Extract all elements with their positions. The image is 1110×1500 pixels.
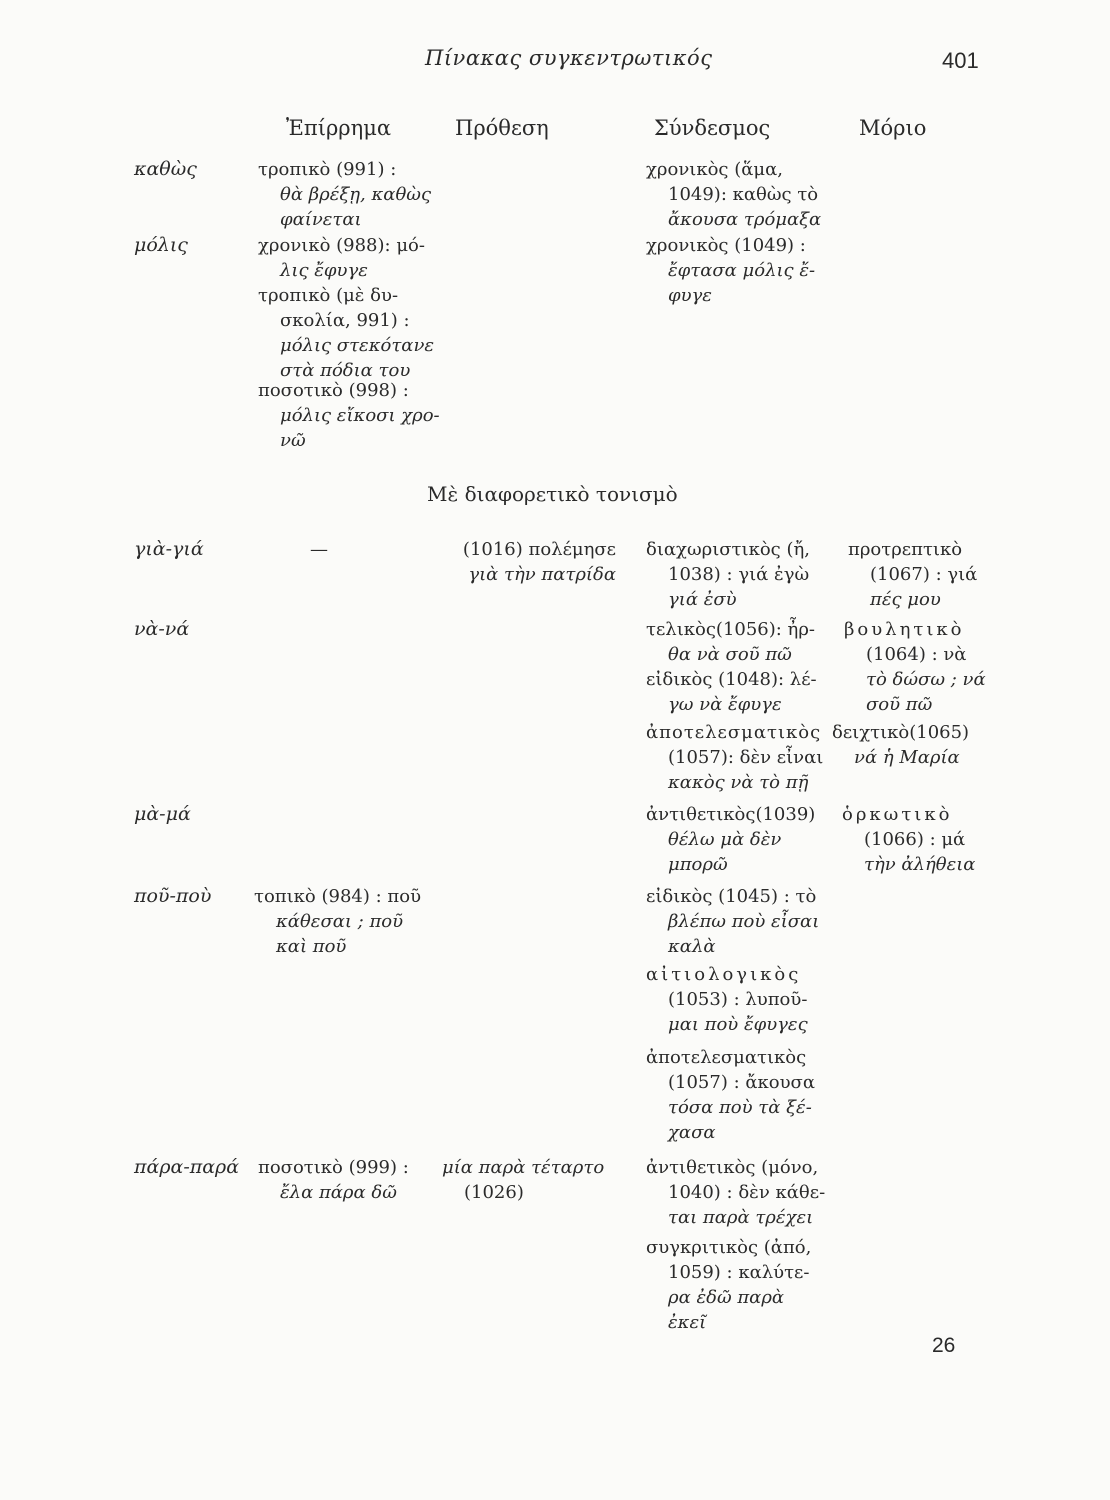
lemma-ma: μὰ-μά [134,803,191,825]
text-line: 1038) : γιά ἐγὼ [668,564,810,585]
text-line: τροπικὸ (991) : [258,159,397,180]
example-line: τὸ δώσω ; νά [866,669,986,690]
para-preposition [442,1155,604,1205]
text-line: (1057): δὲν εἶναι [668,747,824,768]
text-line: ἀποτελεσματικὸς [646,1047,807,1068]
text-line: (1057) : ἄκουσα [668,1072,815,1093]
text-line: ποσοτικὸ (998) : [258,380,409,401]
example-line: κάθεσαι ; ποῦ [276,911,404,932]
example-line: μπορῶ [668,854,728,875]
example-line: γιά ἐσὺ [668,589,737,610]
text-line: (1053) : λυποῦ- [668,989,808,1010]
lemma-kathos: καθὼς [134,158,197,180]
example-line: νά ἡ Μαρία [854,747,960,768]
pou-adverb [254,884,421,959]
column-head-particle: Μόριο [859,116,927,140]
example-line: μόλις στεκότανε [280,335,435,356]
text-line: (1067) : γιά [870,564,978,585]
section-heading: Μὲ διαφορετικὸ τονισμὸ [427,482,678,506]
example-line: γω νὰ ἔφυγε [668,694,782,715]
text-line: χρονικὸς (1049) : [646,235,806,256]
pou-conjunction-causal [646,962,808,1037]
text-line: 1059) : καλύτε- [668,1262,810,1283]
na-particle [844,617,986,717]
column-head-conjunction: Σύνδεσμος [654,116,771,140]
para-adverb [258,1155,409,1205]
text-line: τροπικὸ (μὲ δυ- [258,285,399,306]
text-line: ποσοτικὸ (999) : [258,1157,409,1178]
text-line: (1066) : μά [864,829,966,850]
page-number: 401 [942,48,979,73]
text-line: εἰδικὸς (1048): λέ- [646,669,817,690]
text-line: χρονικὸς (ἅμα, [646,159,783,180]
example-line: τὴν ἀλήθεια [864,854,976,875]
example-line: μία παρὰ τέταρτο [442,1157,605,1178]
example-line: ἔφτασα μόλις ἔ- [668,260,816,281]
lemma-na: νὰ-νά [134,618,190,640]
lemma-molis: μόλις [134,234,188,256]
example-line: μαι ποὺ ἔφυγες [668,1014,808,1035]
column-head-preposition: Πρόθεση [455,116,549,140]
example-line: τόσα ποὺ τὰ ξέ- [668,1097,812,1118]
para-conjunction [646,1155,825,1230]
na-particle-deictic [832,720,969,770]
example-line: λις ἔφυγε [280,260,368,281]
molis-adverb-quantity [258,378,440,453]
ma-conjunction [646,802,815,877]
example-line: σοῦ πῶ [866,694,933,715]
example-line: πές μου [870,589,941,610]
para-conjunction-comparative [646,1235,811,1335]
example-line: καὶ ποῦ [276,936,347,957]
text-line: τοπικὸ (984) : ποῦ [254,886,422,907]
example-line: μόλις εἴκοσι χρο- [280,405,440,426]
example-line: κακὸς νὰ τὸ πῇ [668,772,809,793]
example-line: θα νὰ σοῦ πῶ [668,644,792,665]
example-line: ρα ἐδῶ παρὰ [668,1287,785,1308]
example-line: θὰ βρέξῃ, καθὼς [280,184,432,205]
example-line: φυγε [668,285,712,306]
example-line: ἄκουσα τρόμαξα [668,209,822,230]
text-line: προτρεπτικὸ [848,539,963,560]
example-line: βλέπω ποὺ εἶσαι [668,911,820,932]
example-line: γιὰ τὴν πατρίδα [468,564,616,585]
text-line: (1026) [464,1182,524,1203]
lemma-gia: γιὰ-γιά [134,538,204,560]
text-line: τελικὸς(1056): ἦρ- [646,619,816,640]
text-line: σκολία, 991) : [280,310,410,331]
gia-adverb-dash: — [310,539,328,560]
text-line: δειχτικὸ(1065) [832,722,970,743]
text-line: βουλητικὸ [844,619,965,640]
text-line: ἀποτελεσματικὸς [646,722,822,743]
running-title: Πίνακας συγκεντρωτικός [425,46,713,70]
example-line: χασα [668,1122,716,1143]
text-line: εἰδικὸς (1045) : τὸ [646,886,817,907]
gia-particle [848,537,977,612]
kathos-conjunction [646,157,821,232]
pou-conjunction-result [646,1045,815,1145]
kathos-adverb [258,157,431,232]
text-line: χρονικὸ (988): μό- [258,235,425,256]
ma-particle [842,802,975,877]
example-line: ἔλα πάρα δῶ [280,1182,397,1203]
column-head-adverb: Ἐπίρρημα [286,116,392,140]
lemma-para: πάρα-παρά [134,1156,240,1178]
example-line: στὰ πόδια του [280,360,411,381]
gia-preposition [430,537,616,587]
example-line: ται παρὰ τρέχει [668,1207,814,1228]
text-line: 1040) : δὲν κάθε- [668,1182,826,1203]
pou-conjunction [646,884,819,959]
text-line: διαχωριστικὸς (ἤ, [646,539,810,560]
text-line: 1049): καθὼς τὸ [668,184,819,205]
text-line: ὁρκωτικὸ [842,804,953,825]
na-conjunction [646,617,817,717]
molis-adverb [258,233,434,383]
example-line: ἐκεῖ [668,1312,707,1333]
lemma-pou: ποῦ-ποὺ [134,885,212,907]
signature-mark: 26 [932,1334,956,1357]
na-conjunction-result [646,720,823,795]
example-line: φαίνεται [280,209,362,230]
molis-conjunction [646,233,815,308]
example-line: καλὰ [668,936,716,957]
text-line: αἰτιολογικὸς [646,964,802,985]
text-line: (1016) πολέμησε [462,539,616,560]
text-line: συγκριτικὸς (ἀπό, [646,1237,812,1258]
example-line: νῶ [280,430,306,451]
text-line: (1064) : νὰ [866,644,967,665]
text-line: ἀντιθετικὸς (μόνο, [646,1157,819,1178]
gia-conjunction [646,537,810,612]
example-line: θέλω μὰ δὲν [668,829,782,850]
text-line: ἀντιθετικὸς(1039) [646,804,816,825]
